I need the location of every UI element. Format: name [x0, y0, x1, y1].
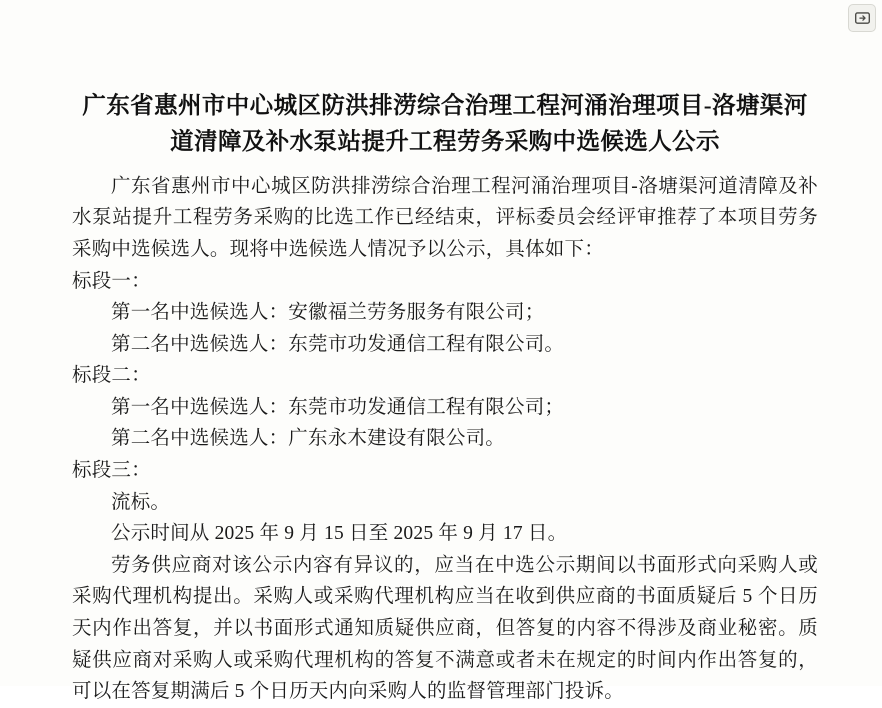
section-1-first-candidate: 第一名中选候选人：安徽福兰劳务服务有限公司；	[111, 302, 545, 324]
notice-period: 公示时间从 2025 年 9 月 15 日至 2025 年 9 月 17 日。	[111, 523, 568, 545]
section-3-heading: 标段三：	[72, 460, 151, 482]
section-2-heading: 标段二：	[72, 365, 151, 387]
objection-clause: 劳务供应商对该公示内容有异议的，应当在中选公示期间以书面形式向采购人或采购代理机构提出。采购人或采购代理机构应当在收到供应商的书面质疑后 5 个日历天内作出答复，并以书面形式通知质疑供应商，但答复的内容不得涉及商业秘密。质疑供应商对采购人或采购代理机构的答复不满意或者未在规定的时间内作出答复的，可以在答复期满后 5 个日历天内向采购人的监督管理部门投诉。	[72, 554, 818, 703]
section-1-heading: 标段一：	[72, 270, 151, 292]
paragraph-intro: 广东省惠州市中心城区防洪排涝综合治理工程河涌治理项目-洛塘渠河道清障及补水泵站提升工程劳务采购的比选工作已经结束，评标委员会经评审推荐了本项目劳务采购中选候选人。现将中选候选人情况予以公示，具体如下：	[72, 175, 818, 260]
page-title-line-2: 道清障及补水泵站提升工程劳务采购中选候选人公示	[170, 129, 720, 156]
section-2-second-candidate: 第二名中选候选人：广东永木建设有限公司。	[111, 428, 506, 450]
page-title	[72, 88, 818, 161]
page-title-line-1: 广东省惠州市中心城区防洪排涝综合治理工程河涌治理项目-洛塘渠河	[82, 93, 808, 119]
section-3-result: 流标。	[111, 491, 171, 513]
section-1-second-candidate: 第二名中选候选人：东莞市功发通信工程有限公司。	[111, 333, 565, 355]
section-2-first-candidate: 第一名中选候选人：东莞市功发通信工程有限公司；	[111, 396, 565, 418]
